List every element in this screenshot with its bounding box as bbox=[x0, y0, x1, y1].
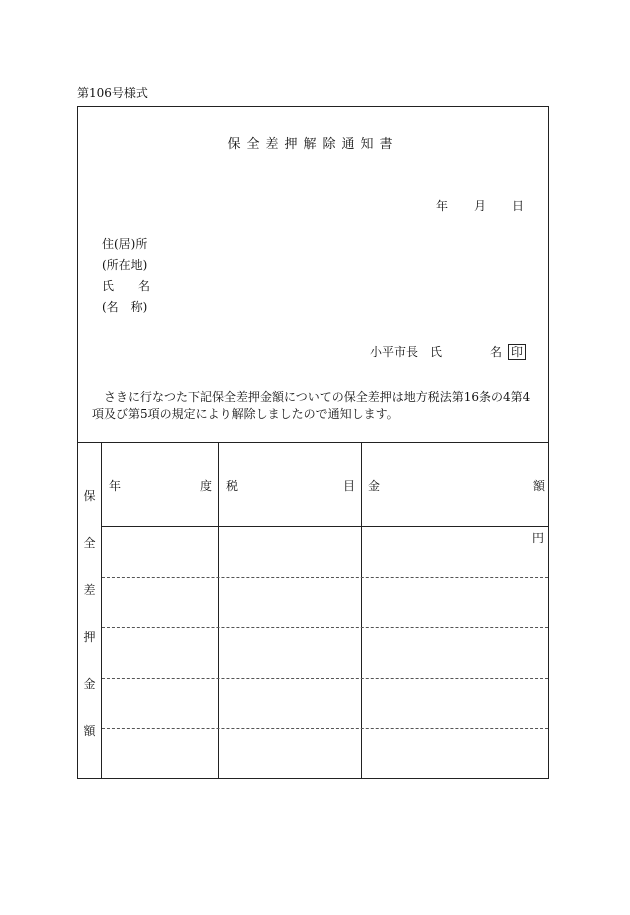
header-tax-char-1: 税 bbox=[226, 479, 239, 493]
date-year-label: 年 bbox=[435, 199, 448, 213]
side-label-char: 差 bbox=[83, 583, 96, 597]
row-separator bbox=[102, 678, 548, 679]
header-amount-char-1: 金 bbox=[368, 479, 381, 493]
location-label: (所在地) bbox=[102, 258, 148, 272]
signer-name-char: 名 bbox=[489, 345, 502, 359]
address-label: 住(居)所 bbox=[102, 237, 148, 251]
side-label-char: 押 bbox=[83, 630, 96, 644]
entity-name-label: (名 称) bbox=[102, 300, 148, 314]
table-top-border bbox=[78, 442, 548, 443]
row-separator bbox=[102, 577, 548, 578]
notice-body-text: さきに行なつた下記保全差押金額についての保全差押は地方税法第16条の4第4項及び第5項の規定により解除しましたので通知します。 bbox=[92, 390, 531, 421]
notice-form bbox=[77, 106, 549, 779]
row-separator bbox=[102, 627, 548, 628]
header-year-char-2: 度 bbox=[200, 479, 213, 493]
header-tax-char-2: 目 bbox=[343, 479, 356, 493]
date-day-label: 日 bbox=[511, 199, 524, 213]
row-separator bbox=[102, 728, 548, 729]
document-title: 保全差押解除通知書 bbox=[227, 137, 399, 152]
name-label: 氏 名 bbox=[102, 279, 151, 293]
header-bottom-border bbox=[101, 526, 548, 527]
side-label-char: 保 bbox=[83, 489, 96, 503]
date-row bbox=[436, 197, 524, 214]
side-label-char: 金 bbox=[83, 677, 96, 691]
date-month-label: 月 bbox=[473, 199, 486, 213]
form-number: 第106号様式 bbox=[77, 86, 148, 100]
header-year-char-1: 年 bbox=[109, 479, 122, 493]
currency-unit: 円 bbox=[532, 531, 545, 545]
side-label-char: 全 bbox=[83, 536, 96, 550]
signer-label: 小平市長 氏 bbox=[369, 345, 442, 359]
side-label-char: 額 bbox=[83, 724, 96, 738]
signer-row bbox=[370, 343, 526, 360]
seal-mark: 印 bbox=[508, 344, 526, 360]
header-amount-char-2: 額 bbox=[533, 479, 546, 493]
